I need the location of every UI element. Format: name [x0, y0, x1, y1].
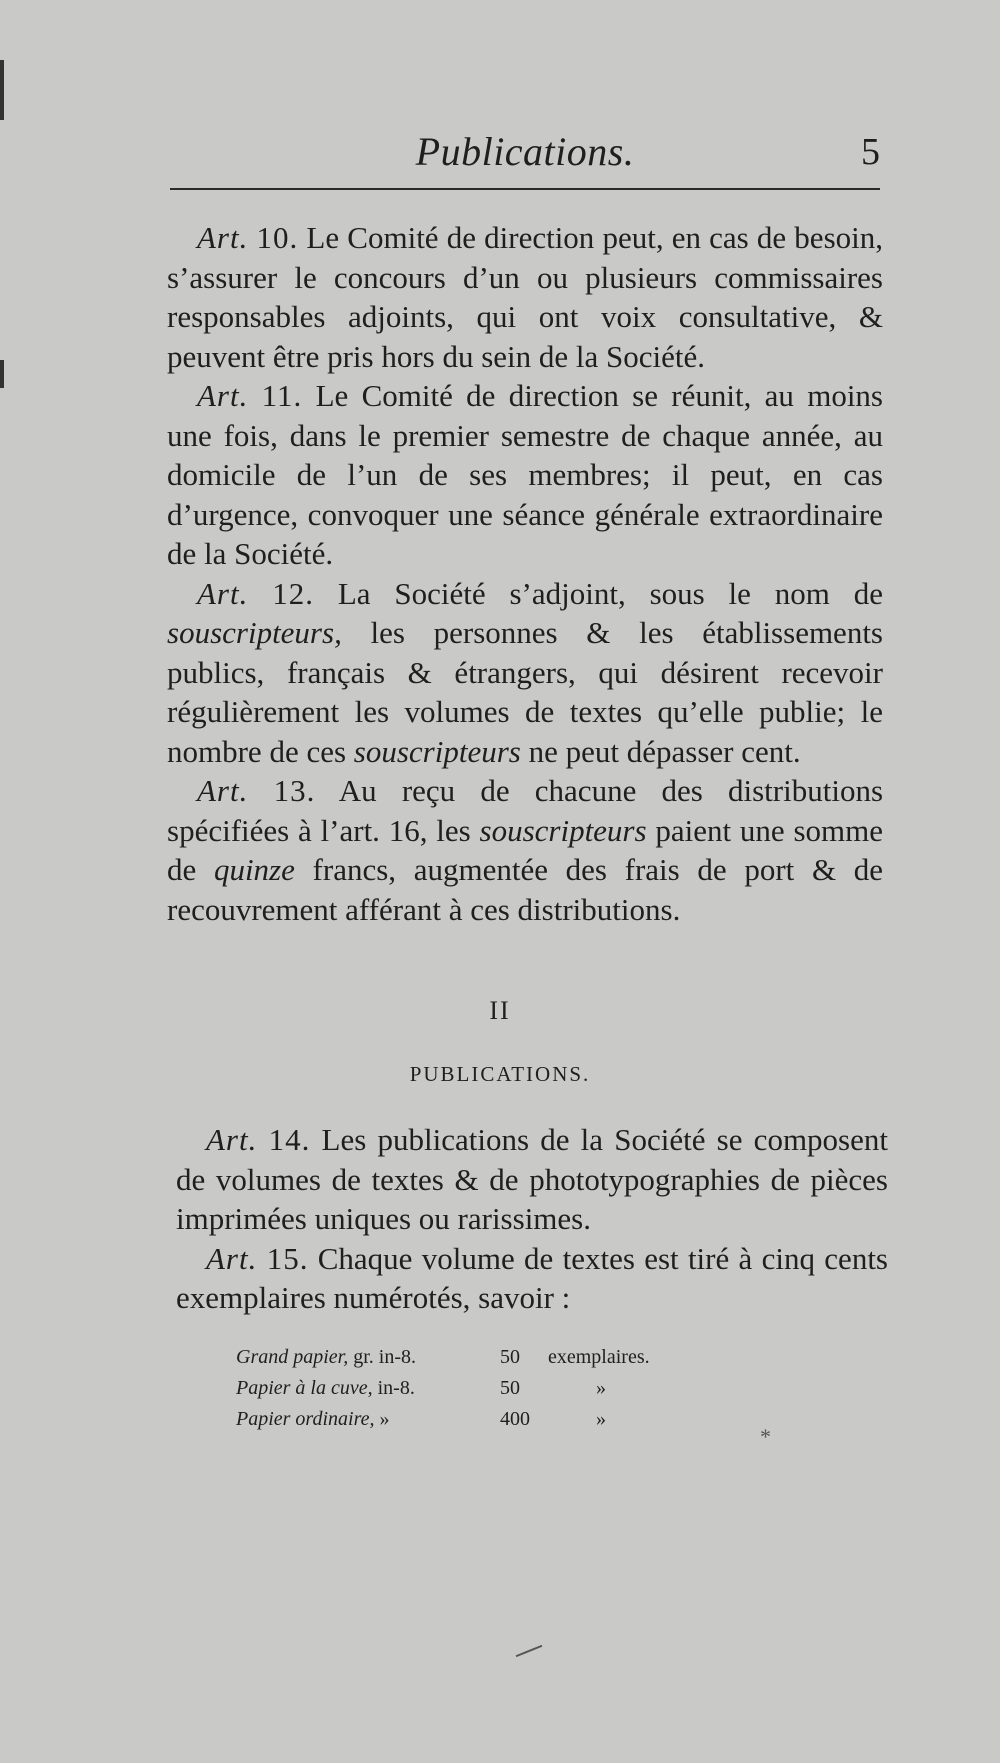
section-number: II	[489, 996, 511, 1025]
paper-name: Papier à la cuve,	[236, 1377, 373, 1399]
article-number: 14.	[268, 1122, 311, 1157]
article-text: ne peut dépasser cent.	[520, 733, 801, 769]
page-edge-mark	[0, 360, 4, 388]
copy-unit: exemplaires.	[548, 1346, 650, 1368]
header-rule	[170, 188, 880, 190]
article-text: Les publications de la Société se composent de volumes de textes & de phototypographies de pièces imprimées uniques ou rarissimes.	[176, 1122, 888, 1236]
ditto-mark: »	[596, 1408, 606, 1430]
article-label: Art.	[206, 1240, 258, 1276]
article-10	[167, 218, 883, 376]
article-number: 10.	[256, 220, 299, 255]
paper-type	[236, 1342, 416, 1373]
article-label: Art.	[197, 378, 249, 413]
copy-count: 400	[500, 1408, 530, 1430]
articles-top	[167, 218, 883, 929]
paper-format: »	[374, 1408, 390, 1430]
copies-row	[236, 1342, 756, 1373]
running-title: Publications.	[415, 129, 635, 174]
copy-count: 50	[500, 1377, 520, 1399]
article-label: Art.	[197, 220, 249, 255]
article-number: 13.	[273, 773, 316, 808]
article-12	[167, 574, 883, 772]
article-text: Le Comité de direction se réunit, au moins une fois, dans le premier semestre de chaque année, au domicile de l’un de ses membres; il peut, en cas d’urgence, convoquer une séance générale extraordinaire de la Société.	[167, 378, 883, 571]
copy-count: 50	[500, 1346, 520, 1368]
section-title: PUBLICATIONS.	[409, 1062, 591, 1086]
article-text: paient une somme de	[167, 812, 883, 887]
paper-format: in-8.	[372, 1377, 415, 1399]
articles-bottom	[176, 1120, 888, 1318]
article-label: Art.	[197, 773, 249, 808]
article-text: Le Comité de direction peut, en cas de besoin, s’assurer le concours d’un ou plusieurs commissaires responsables adjoints, qui ont voix consultative, & peuvent être pris hors du sein de la Société.	[167, 220, 883, 374]
article-number: 15.	[266, 1240, 309, 1276]
italic-term: souscripteurs,	[167, 615, 342, 650]
article-label: Art.	[206, 1122, 258, 1157]
copies-row	[236, 1404, 756, 1435]
ditto-mark: »	[596, 1377, 606, 1399]
italic-term: souscripteurs	[353, 733, 521, 769]
article-text: francs, augmentée des frais de port & de recouvrement afférant à ces distributions.	[167, 852, 883, 927]
article-11	[167, 376, 883, 574]
ink-blemish	[516, 1645, 543, 1657]
article-text: les personnes & les établissements publics, français & étrangers, qui désirent recevoir régulièrement les volumes de textes qu’elle publie; le nombre de ces	[167, 615, 883, 769]
paper-type	[236, 1373, 415, 1404]
article-text: La Société s’adjoint, sous le nom de	[313, 575, 884, 611]
page-header	[170, 118, 880, 178]
paper-format: gr. in-8.	[348, 1346, 417, 1368]
paper-name: Grand papier,	[236, 1346, 349, 1368]
page-edge-mark	[0, 60, 4, 120]
italic-term: quinze	[213, 852, 295, 887]
article-15	[176, 1239, 888, 1318]
article-text: Chaque volume de textes est tiré à cinq cents exemplaires numérotés, savoir :	[176, 1240, 888, 1315]
page-number: 5	[861, 131, 880, 173]
copies-table	[236, 1342, 756, 1435]
article-number: 11.	[261, 378, 303, 413]
paper-name: Papier ordinaire,	[236, 1408, 375, 1430]
italic-term: souscripteurs	[479, 812, 647, 848]
article-label: Art.	[197, 575, 249, 611]
ornament-asterisk: *	[760, 1424, 771, 1449]
article-number: 12.	[272, 575, 314, 611]
article-13	[167, 771, 883, 929]
article-14	[176, 1120, 888, 1239]
article-text: Au reçu de chacune des distributions spécifiées à l’art. 16, les	[167, 773, 884, 848]
copies-row	[236, 1373, 756, 1404]
paper-type	[236, 1404, 390, 1435]
